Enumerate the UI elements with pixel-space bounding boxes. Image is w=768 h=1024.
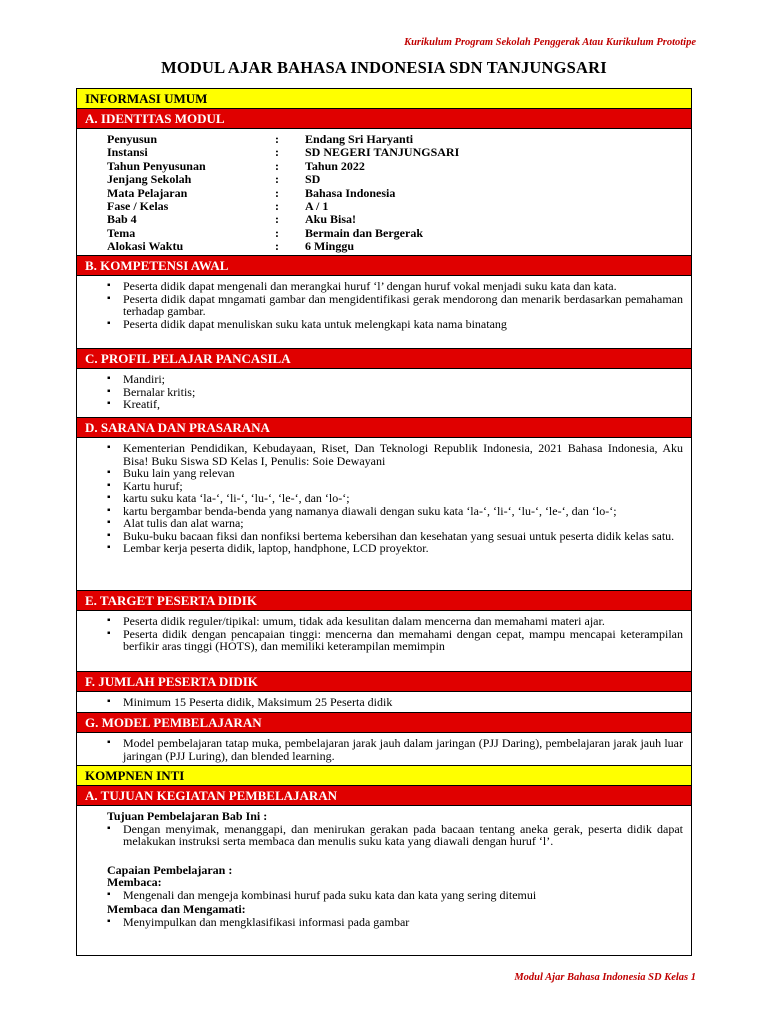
kompetensi-list (77, 276, 691, 332)
membaca-mengamati-subheading: Membaca dan Mengamati: (107, 902, 246, 916)
mengamati-list (77, 916, 691, 931)
membaca-list (77, 889, 691, 904)
identity-value: Bahasa Indonesia (305, 185, 396, 200)
identity-separator: : (275, 185, 279, 200)
bullet-item: ▪ Mengenali dan mengeja kombinasi huruf pada suku kata dan kata yang sering ditemui (123, 889, 683, 902)
bullet-item: ▪ Model pembelajaran tatap muka, pembelajaran jarak jauh dalam jaringan (PJJ Daring), pembelajaran jarak jauh luar jaringan (PJJ Luring), dan blended learning. (123, 737, 683, 762)
identity-separator: : (275, 172, 279, 187)
bullet-item: ▪ Minimum 15 Peserta didik, Maksimum 25 Peserta didik (123, 696, 683, 709)
module-table (76, 88, 692, 956)
model-list (77, 733, 691, 764)
identity-label: Bab 4 (107, 212, 137, 227)
bullet-item: ▪ Kementerian Pendidikan, Kebudayaan, Riset, Dan Teknologi Republik Indonesia, 2021 Bahasa Indonesia, Aku Bisa! Buku Siswa SD Kelas I, Penulis: Soie Dewayani (123, 442, 683, 467)
identity-row (107, 160, 691, 173)
identity-label: Alokasi Waktu (107, 239, 184, 254)
capaian-subheading: Capaian Pembelajaran : (107, 862, 233, 877)
identity-label: Fase / Kelas (107, 198, 169, 213)
target-list (77, 611, 691, 655)
target-content (77, 611, 691, 672)
identity-row (107, 213, 691, 226)
identity-value: SD NEGERI TANJUNGSARI (305, 145, 460, 160)
bullet-item: ▪ Kartu huruf; (123, 480, 683, 493)
identity-table (77, 129, 691, 254)
section-tujuan-kegiatan: A. TUJUAN KEGIATAN PEMBELAJARAN (77, 786, 691, 806)
bullet-item: ▪ Bernalar kritis; (123, 386, 683, 399)
section-profil-pelajar: C. PROFIL PELAJAR PANCASILA (77, 349, 691, 369)
bullet-item: ▪ Peserta didik dapat mngamati gambar dan mengidentifikasi gerak mendorong dan menarik berdasarkan pemahaman terhadap gambar. (123, 293, 683, 318)
bullet-item: ▪ Peserta didik dapat menuliskan suku kata untuk melengkapi kata nama binatang (123, 318, 683, 331)
identity-value: Endang Sri Haryanti (305, 132, 414, 146)
identity-separator: : (275, 158, 279, 173)
bullet-item: ▪ kartu bergambar benda-benda yang namanya diawali dengan suku kata ‘la-‘, ‘li-‘, ‘lu-‘, ‘le-‘, dan ‘lo-‘; (123, 505, 683, 518)
bullet-item: ▪ Peserta didik dengan pencapaian tinggi: mencerna dan memahami dengan cepat, mampu mencapai keterampilan berfikir aras tinggi (HOTS), dan memiliki keterampilan memimpin (123, 628, 683, 653)
page-title: MODUL AJAR BAHASA INDONESIA SDN TANJUNGSARI (161, 58, 607, 77)
identity-label: Instansi (107, 145, 148, 160)
profil-list (77, 369, 691, 413)
identity-label: Tema (107, 225, 136, 240)
profil-content (77, 369, 691, 418)
jumlah-content (77, 692, 691, 713)
identity-separator: : (275, 212, 279, 227)
section-model-pembelajaran: G. MODEL PEMBELAJARAN (77, 713, 691, 733)
sarana-list (77, 438, 691, 557)
tujuan-subheading: Tujuan Pembelajaran Bab Ini : (107, 809, 268, 823)
identity-row (107, 227, 691, 240)
section-target-peserta: E. TARGET PESERTA DIDIK (77, 591, 691, 611)
bullet-item: ▪ kartu suku kata ‘la-‘, ‘li-‘, ‘lu-‘, ‘le-‘, dan ‘lo-‘; (123, 492, 683, 505)
identity-row (107, 187, 691, 200)
model-content (77, 733, 691, 766)
identity-value: Tahun 2022 (305, 158, 365, 173)
identity-row (107, 240, 691, 253)
section-informasi-umum: INFORMASI UMUM (77, 89, 691, 109)
tujuan-content (77, 806, 691, 956)
identitas-content (77, 129, 691, 256)
section-identitas-modul: A. IDENTITAS MODUL (77, 109, 691, 129)
identity-separator: : (275, 132, 279, 146)
identity-label: Mata Pelajaran (107, 185, 188, 200)
kompetensi-content (77, 276, 691, 349)
identity-row (107, 173, 691, 186)
identity-value: A / 1 (305, 198, 329, 213)
identity-value: Aku Bisa! (305, 212, 357, 227)
membaca-subheading: Membaca: (107, 875, 162, 889)
footer-note: Modul Ajar Bahasa Indonesia SD Kelas 1 (514, 972, 696, 983)
bullet-item: ▪ Buku lain yang relevan (123, 467, 683, 480)
identity-label: Penyusun (107, 132, 158, 146)
header-note: Kurikulum Program Sekolah Penggerak Atau Kurikulum Prototipe (404, 37, 696, 48)
bullet-item: ▪ Alat tulis dan alat warna; (123, 517, 683, 530)
jumlah-list (77, 692, 691, 711)
identity-separator: : (275, 198, 279, 213)
bullet-item: ▪ Mandiri; (123, 373, 683, 386)
bullet-item: ▪ Lembar kerja peserta didik, laptop, handphone, LCD proyektor. (123, 542, 683, 555)
identity-row (107, 146, 691, 159)
bullet-item: ▪ Menyimpulkan dan mengklasifikasi informasi pada gambar (123, 916, 683, 929)
identity-value: Bermain dan Bergerak (305, 225, 423, 240)
tujuan-list (77, 823, 691, 850)
section-jumlah-peserta: F. JUMLAH PESERTA DIDIK (77, 672, 691, 692)
bullet-item: ▪ Dengan menyimak, menanggapi, dan menirukan gerakan pada bacaan tentang aneka gerak, peserta didik dapat melakukan instruksi serta membaca dan menulis suku kata yang diawali dengan huruf ‘l’. (123, 823, 683, 848)
identity-separator: : (275, 239, 279, 254)
sarana-content (77, 438, 691, 591)
bullet-item: ▪ Kreatif, (123, 398, 683, 411)
section-kompetensi-awal: B. KOMPETENSI AWAL (77, 256, 691, 276)
identity-value: SD (305, 172, 321, 187)
section-sarana-prasarana: D. SARANA DAN PRASARANA (77, 418, 691, 438)
identity-label: Tahun Penyusunan (107, 158, 206, 173)
identity-value: 6 Minggu (305, 239, 355, 254)
bullet-item: ▪ Peserta didik reguler/tipikal: umum, tidak ada kesulitan dalam mencerna dan memahami materi ajar. (123, 615, 683, 628)
identity-separator: : (275, 145, 279, 160)
identity-row (107, 200, 691, 213)
identity-label: Jenjang Sekolah (107, 172, 192, 187)
identity-separator: : (275, 225, 279, 240)
section-komponen-inti: KOMPNEN INTI (77, 766, 691, 786)
bullet-item: ▪ Peserta didik dapat mengenali dan merangkai huruf ‘l’ dengan huruf vokal menjadi suku kata dan kata. (123, 280, 683, 293)
identity-row (107, 133, 691, 146)
bullet-item: ▪ Buku-buku bacaan fiksi dan nonfiksi bertema kebersihan dan kesehatan yang sesuai untuk peserta didik kelas satu. (123, 530, 683, 543)
